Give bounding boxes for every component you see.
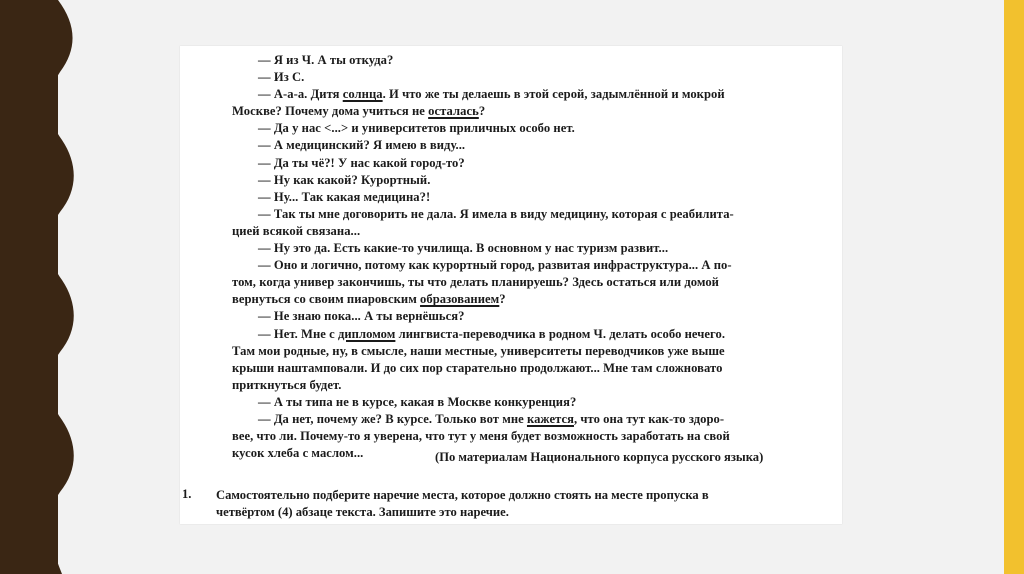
text-fragment: — Да ты чё?! У нас какой город-то? bbox=[258, 155, 465, 170]
dialogue-text bbox=[232, 52, 822, 462]
text-fragment: вернуться со своим пиаровским bbox=[232, 292, 421, 307]
text-fragment: — Ну... Так какая медицина?! bbox=[258, 189, 431, 204]
dialogue-line bbox=[232, 274, 822, 291]
text-fragment: — Ну как какой? Курортный. bbox=[258, 172, 431, 187]
dialogue-line bbox=[232, 257, 822, 274]
text-fragment: том, когда универ закончишь, ты что делать планируешь? Здесь остаться или домой bbox=[232, 275, 719, 290]
text-fragment: цией всякой связана... bbox=[232, 223, 361, 238]
dialogue-line bbox=[232, 206, 822, 223]
task-number: 1. bbox=[182, 487, 192, 501]
dialogue-line bbox=[232, 172, 822, 189]
text-fragment: Там мои родные, ну, в смысле, наши местные, университеты переводчиков уже выше bbox=[232, 343, 725, 358]
text-fragment: , что она тут как-то здоро- bbox=[573, 411, 725, 426]
text-fragment: — Да у нас <...> и университетов приличных особо нет. bbox=[258, 121, 575, 136]
underlined-word: осталась bbox=[428, 104, 479, 119]
dialogue-line bbox=[232, 428, 822, 445]
dialogue-line bbox=[232, 360, 822, 377]
text-fragment: — Из С. bbox=[258, 70, 305, 85]
text-fragment: — Ну это да. Есть какие-то училища. В основном у нас туризм развит... bbox=[258, 241, 669, 256]
text-fragment: — А-а-а. Дитя bbox=[258, 87, 343, 102]
task-text bbox=[216, 487, 836, 521]
text-fragment: . И что же ты делаешь в этой серой, задымлённой и мокрой bbox=[382, 87, 725, 102]
dialogue-line bbox=[232, 394, 822, 411]
text-fragment: — Да нет, почему же? В курсе. Только вот мне bbox=[258, 411, 527, 426]
dialogue-line bbox=[232, 69, 822, 86]
text-fragment: вее, что ли. Почему-то я уверена, что тут у меня будет возможность заработать на свой bbox=[232, 429, 730, 444]
dialogue-line bbox=[232, 411, 822, 428]
dialogue-line bbox=[232, 240, 822, 257]
dialogue-line bbox=[232, 103, 822, 120]
dialogue-line bbox=[232, 308, 822, 325]
dialogue-line bbox=[232, 155, 822, 172]
underlined-word: образованием bbox=[420, 292, 500, 307]
text-fragment: — А медицинский? Я имею в виду... bbox=[258, 138, 466, 153]
text-fragment: ? bbox=[478, 104, 486, 119]
task-line: Самостоятельно подберите наречие места, которое должно стоять на месте пропуска в bbox=[216, 488, 709, 502]
dialogue-line bbox=[232, 343, 822, 360]
source-citation: (По материалам Национального корпуса русского языка) bbox=[435, 450, 764, 464]
text-fragment: лингвиста-переводчика в родном Ч. делать особо нечего. bbox=[395, 326, 726, 341]
text-fragment: кусок хлеба с маслом... bbox=[232, 446, 364, 461]
text-fragment: — Оно и логично, потому как курортный город, развитая инфраструктура... А по- bbox=[258, 258, 732, 273]
text-fragment: приткнуться будет. bbox=[232, 377, 342, 392]
dialogue-line bbox=[232, 52, 822, 69]
dialogue-line bbox=[232, 120, 822, 137]
underlined-word: солнца bbox=[342, 87, 383, 102]
dialogue-line bbox=[232, 223, 822, 240]
text-fragment: — Я из Ч. А ты откуда? bbox=[258, 53, 394, 67]
text-fragment: — Так ты мне договорить не дала. Я имела в виду медицину, которая с реабилита- bbox=[258, 206, 734, 221]
underlined-word: кажется bbox=[526, 411, 574, 426]
task-line: четвёртом (4) абзаце текста. Запишите это наречие. bbox=[216, 505, 509, 519]
text-fragment: ? bbox=[499, 292, 506, 307]
dialogue-line bbox=[232, 326, 822, 343]
accent-bar bbox=[1004, 0, 1024, 574]
dialogue-line bbox=[232, 189, 822, 206]
wavy-border-decoration bbox=[0, 0, 80, 574]
text-fragment: — Не знаю пока... А ты вернёшься? bbox=[258, 309, 465, 324]
dialogue-line bbox=[232, 137, 822, 154]
dialogue-line bbox=[232, 291, 822, 308]
text-fragment: Москве? Почему дома учиться не bbox=[232, 104, 429, 119]
text-fragment: крыши наштамповали. И до сих пор старательно продолжают... Мне там сложновато bbox=[232, 360, 723, 375]
scanned-text-page bbox=[180, 46, 842, 524]
dialogue-line bbox=[232, 86, 822, 103]
text-fragment: — А ты типа не в курсе, какая в Москве конкуренция? bbox=[258, 394, 577, 409]
text-fragment: — Нет. Мне с bbox=[258, 326, 338, 341]
dialogue-line bbox=[232, 377, 822, 394]
underlined-word: дипломом bbox=[337, 326, 396, 341]
